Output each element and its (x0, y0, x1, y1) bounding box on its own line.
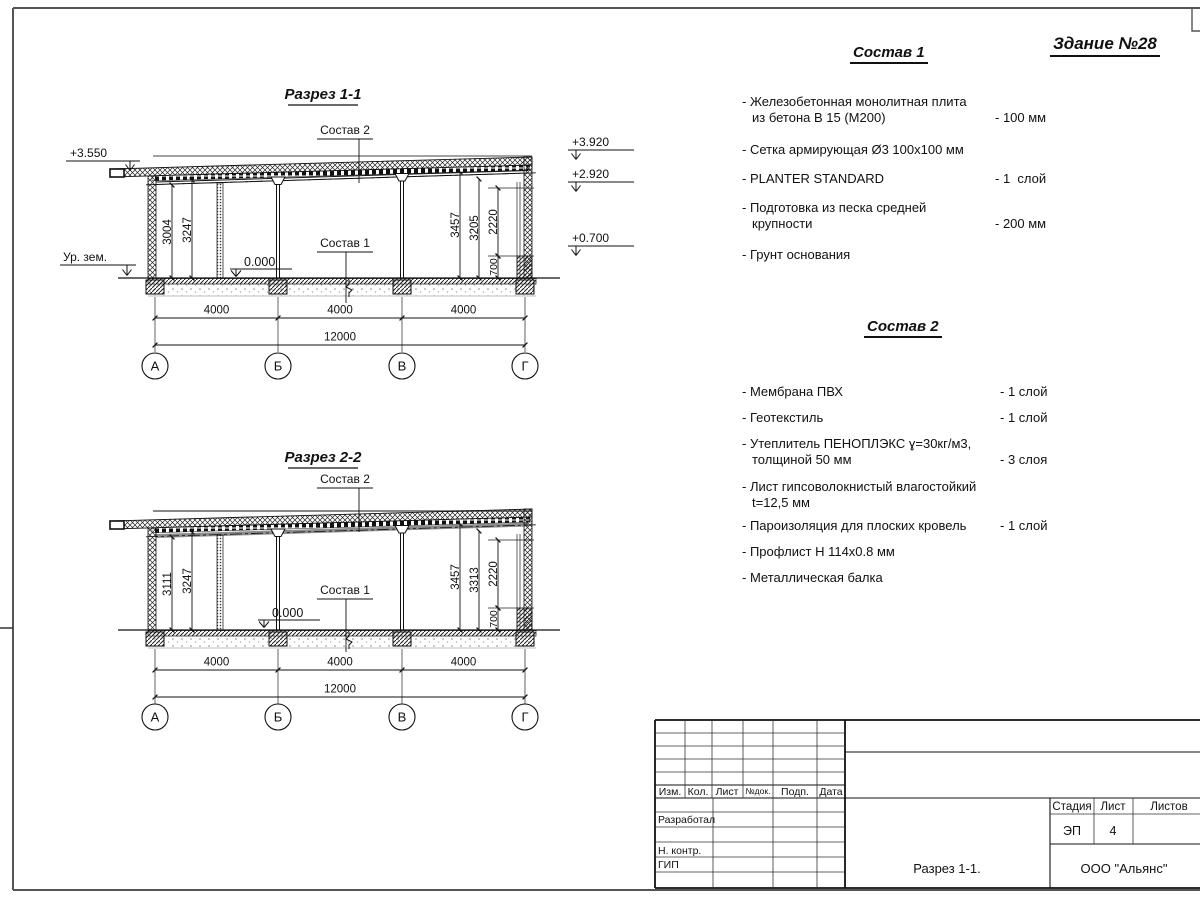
axis-label: В (397, 358, 407, 374)
level-right-2: +2.920 (572, 167, 610, 181)
sostav1-list (742, 94, 1072, 264)
column-v (395, 526, 409, 631)
level-roof-left: +3.550 (70, 146, 108, 160)
company-name: ООО "Альянс" (1080, 861, 1168, 876)
list-item: - Сетка армирующая Ø3 100х100 мм (742, 142, 964, 157)
list-item: - Пароизоляция для плоских кровель - 1 слой (742, 518, 1048, 533)
foundation-pad (393, 280, 411, 294)
sheet-value: 4 (1109, 824, 1117, 838)
sostav2-callout: Состав 2 (320, 472, 370, 486)
dim-right-1: 3457 (450, 564, 462, 590)
col-list: Лист (715, 786, 739, 798)
row-razrabotal: Разработал (658, 814, 716, 826)
section-1-1-drawing (60, 86, 634, 379)
sostav1-title: Состав 1 (850, 44, 928, 64)
sostav1-callout: Состав 1 (320, 583, 370, 597)
stage-value: ЭП (1063, 824, 1081, 838)
axis-label: В (397, 709, 407, 725)
axis-label: Б (273, 358, 283, 374)
dim-right-2: 3313 (469, 567, 481, 593)
dim-12000: 12000 (324, 331, 356, 344)
roof (110, 156, 536, 185)
dim-left-1: 3004 (162, 219, 174, 245)
axis-label: Г (521, 709, 529, 725)
level-zero: 0.000 (244, 255, 276, 269)
dim-right-3: 2220 (488, 209, 500, 235)
dim-12000: 12000 (324, 683, 356, 696)
foundation-pad (146, 632, 164, 646)
row-gip: ГИП (658, 859, 679, 871)
list-item: - Подготовка из песка средней крупности - 200 мм (742, 200, 1047, 231)
list-item: - Металлическая балка (742, 570, 883, 585)
dim-right-4: 700 (488, 258, 500, 276)
partition-wall (217, 535, 223, 630)
col-ndok: №док. (745, 786, 771, 796)
foundation-pad (516, 280, 534, 294)
col-data: Дата (819, 786, 843, 798)
axis-label: А (150, 358, 160, 374)
section-2-2-drawing (110, 449, 560, 730)
dim-right-1: 3457 (450, 212, 462, 238)
list-item: - Геотекстиль - 1 слой (742, 410, 1048, 425)
floor (118, 278, 560, 297)
composition-leaders (317, 472, 373, 652)
sheets-label: Листов (1150, 801, 1188, 813)
sostav2-callout: Состав 2 (320, 123, 370, 137)
composition-leaders (317, 123, 373, 303)
partition-wall (217, 183, 223, 278)
foundation-pad (146, 280, 164, 294)
axis-label: Б (273, 709, 283, 725)
foundation-pad (269, 632, 287, 646)
axis-bubbles (142, 353, 538, 379)
dim-4000: 4000 (203, 304, 230, 317)
list-item: - PLANTER STANDARD - 1 слой (742, 171, 1047, 186)
sheet-label: Лист (1100, 801, 1126, 813)
dim-right-3: 2220 (488, 561, 500, 587)
right-wall-sill (517, 608, 532, 630)
level-right-1: +3.920 (572, 135, 610, 149)
right-wall-sill (517, 256, 532, 278)
sostav2-list (742, 384, 1072, 589)
roof-end-cap (110, 521, 124, 529)
level-right-3: +0.700 (572, 231, 610, 245)
foundation-pad (516, 632, 534, 646)
level-zero: 0.000 (272, 606, 304, 620)
section-2-title: Разрез 2-2 (284, 449, 362, 466)
elevation-marks (258, 606, 320, 628)
title-block (655, 720, 1200, 888)
list-item: - Мембрана ПВХ - 1 слой (742, 384, 1048, 399)
dim-right-4: 700 (488, 610, 500, 628)
axis-label: Г (521, 358, 529, 374)
column-v (395, 174, 409, 279)
level-ground-label: Ур. зем. (63, 250, 108, 264)
col-podp: Подп. (781, 786, 809, 798)
left-wall (148, 176, 156, 278)
col-kol: Кол. (687, 786, 709, 798)
dim-left-2: 3247 (182, 568, 194, 594)
axis-bubbles (142, 704, 538, 730)
dim-4000: 4000 (203, 656, 230, 669)
roof-end-cap (110, 169, 124, 177)
bottom-dimensions (155, 297, 525, 352)
list-item: - Лист гипсоволокнистый влагостойкий t=12,5 мм (742, 479, 977, 510)
axis-label: А (150, 709, 160, 725)
dim-right-2: 3205 (469, 215, 481, 241)
frame-corner-box (1192, 8, 1200, 31)
foundation-pad (393, 632, 411, 646)
dim-4000: 4000 (450, 304, 477, 317)
left-wall (148, 528, 156, 630)
bottom-dimensions (155, 649, 525, 704)
list-item: - Железобетонная монолитная плита из бетона В 15 (М200) - 100 мм (742, 94, 1047, 125)
dim-4000: 4000 (327, 304, 353, 317)
dim-left-2: 3247 (182, 217, 194, 243)
list-item: - Грунт основания (742, 247, 851, 262)
col-izm: Изм. (658, 786, 682, 798)
section-1-title: Разрез 1-1 (284, 86, 362, 103)
list-item: - Профлист Н 114х0.8 мм (742, 544, 895, 559)
list-item: - Утеплитель ПЕНОПЛЭКС ɣ=30кг/м3, толщиной 50 мм - 3 слоя (742, 436, 1048, 467)
sostav1-callout: Состав 1 (320, 236, 370, 250)
dim-4000: 4000 (327, 656, 353, 669)
floor (118, 630, 560, 649)
stage-label: Стадия (1052, 801, 1092, 813)
dim-left-1: 3111 (162, 572, 174, 596)
sostav2-title: Состав 2 (864, 318, 942, 338)
dim-4000: 4000 (450, 656, 477, 669)
doc-title: Разрез 1-1. (913, 861, 981, 876)
roof (110, 509, 536, 538)
foundation-pad (269, 280, 287, 294)
row-nkontr: Н. контр. (658, 845, 702, 857)
building-label: Здание №28 (1050, 34, 1160, 57)
